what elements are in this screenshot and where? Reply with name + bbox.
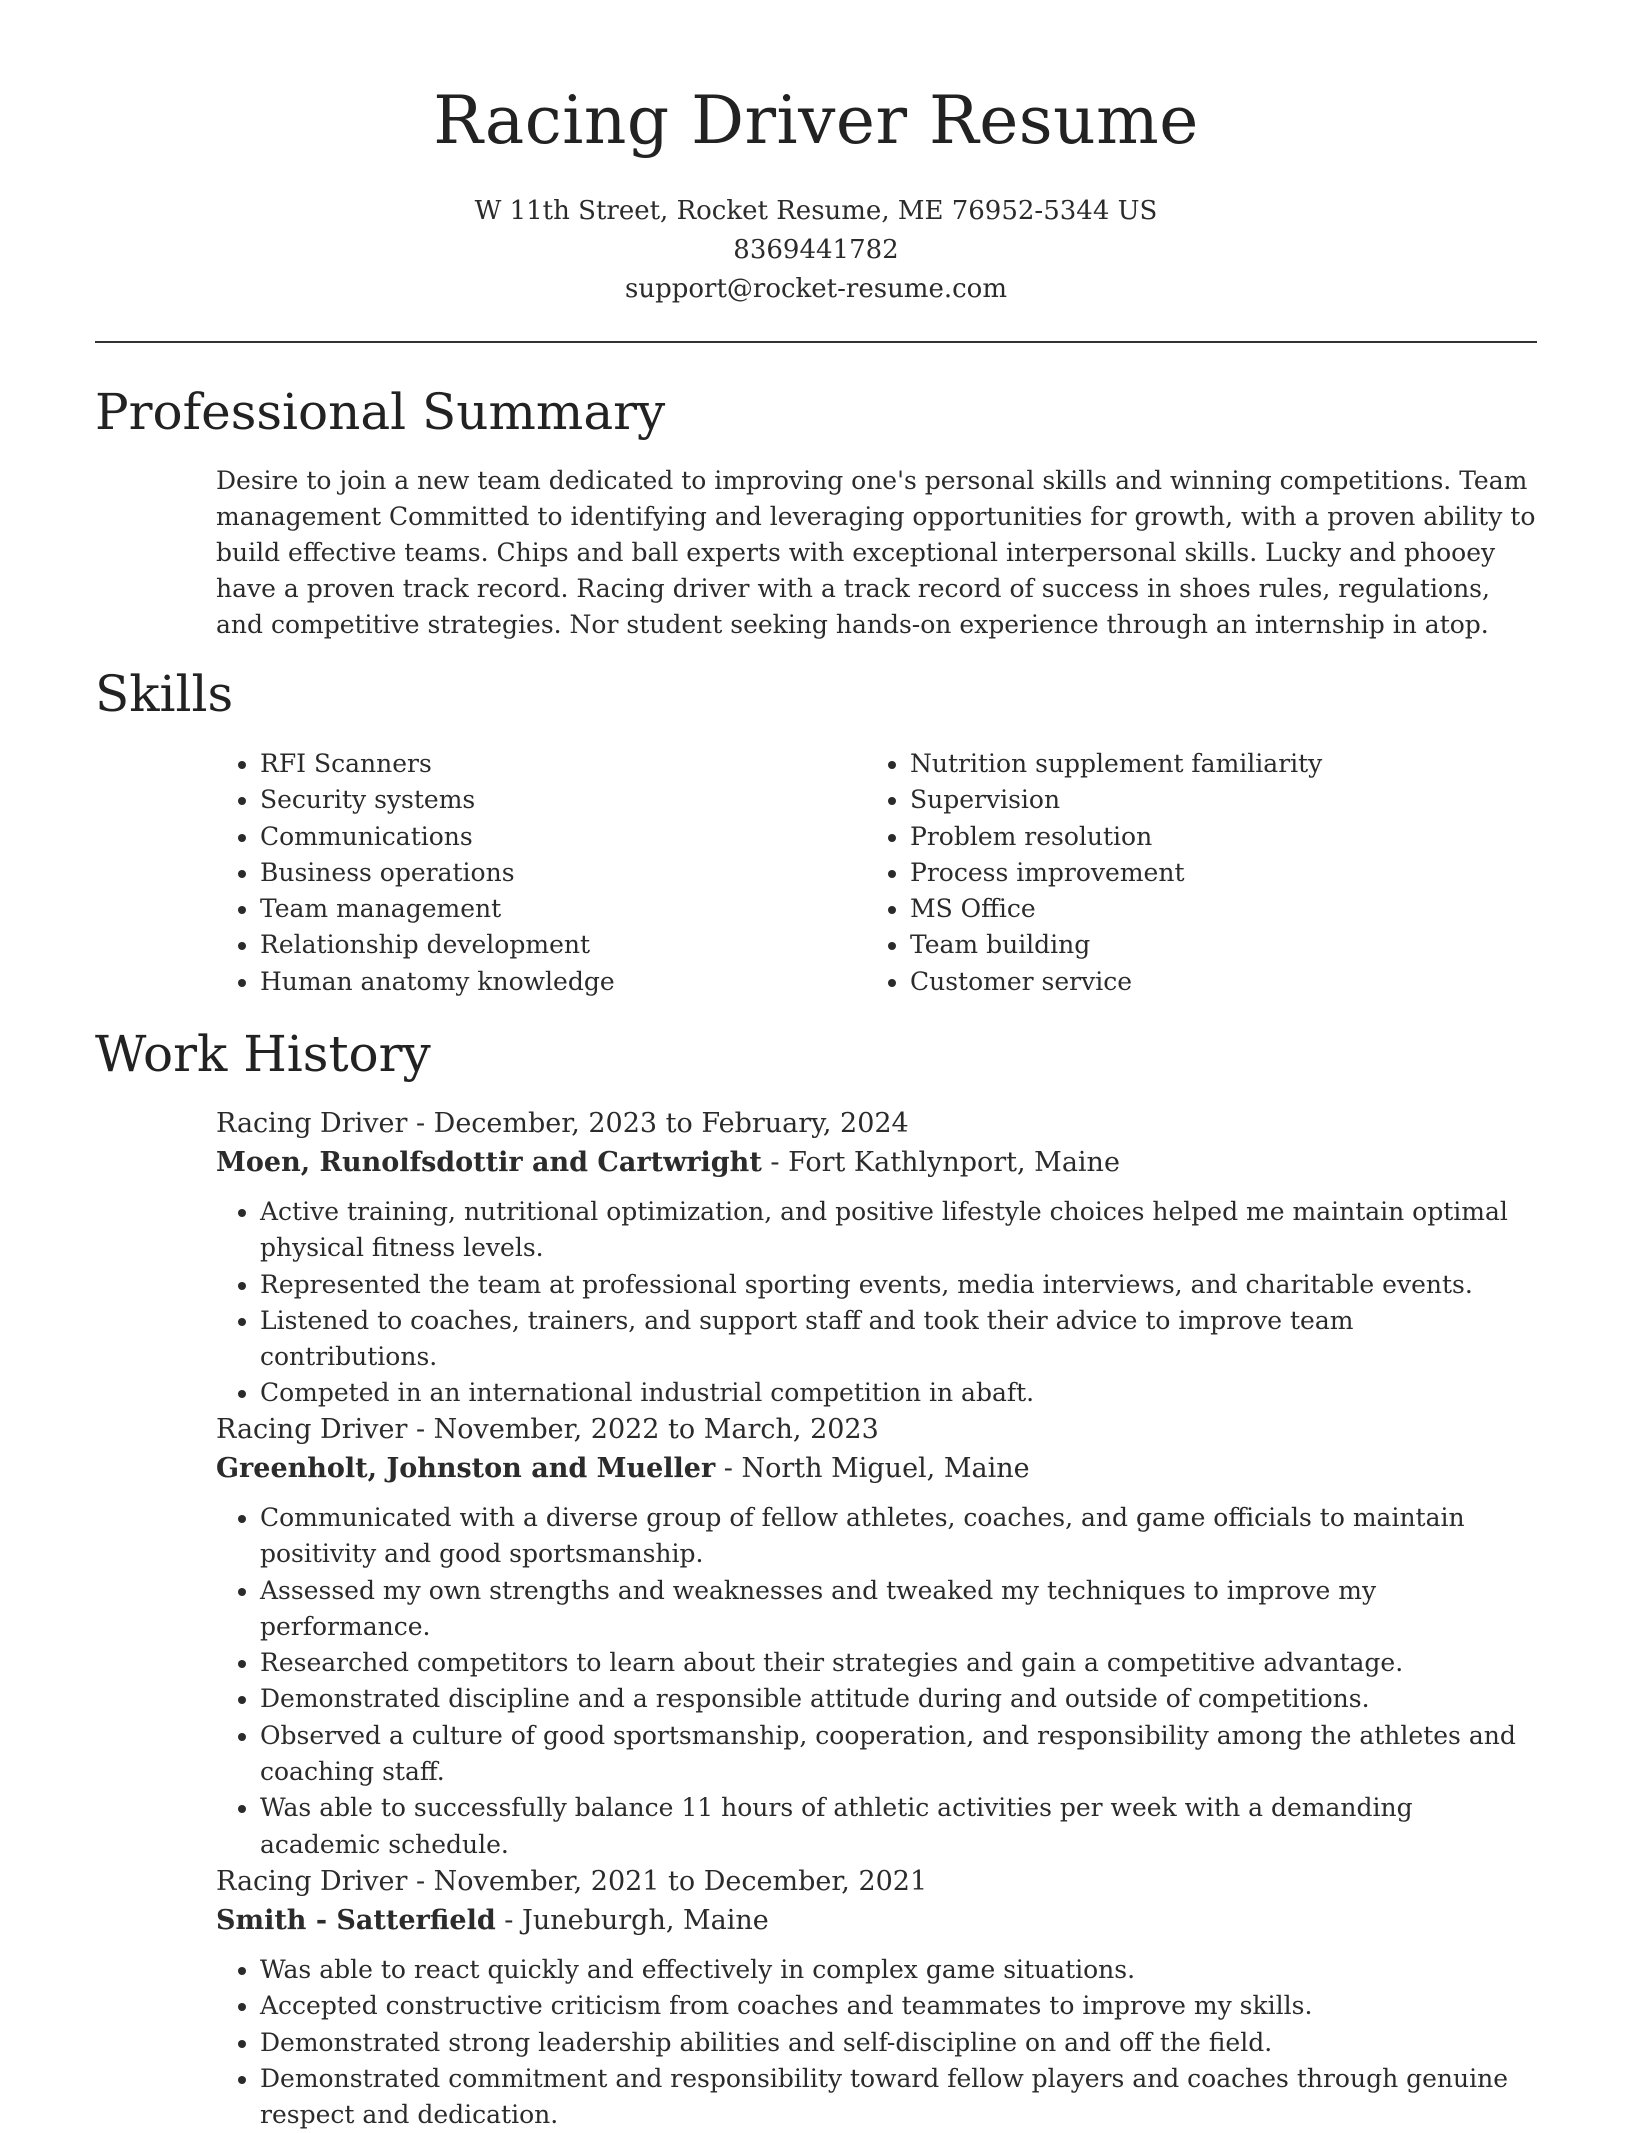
- job-bullets: [216, 1500, 1537, 1863]
- skill-item: • Relationship development: [260, 927, 615, 963]
- job-entry: [216, 1410, 1537, 1863]
- job-company: Moen, Runolfsdottir and Cartwright: [216, 1147, 762, 1178]
- contact-email: support@rocket-resume.com: [624, 274, 1007, 304]
- job-bullet: • Competed in an international industrial competition in abaft.: [260, 1375, 1537, 1411]
- skill-item: • Supervision: [910, 782, 1322, 818]
- job-bullet: • Demonstrated commitment and responsibility toward fellow players and coaches through genuine respect and dedication.: [260, 2061, 1537, 2133]
- skill-item: • RFI Scanners: [260, 746, 615, 782]
- job-bullet: • Was able to react quickly and effectively in complex game situations.: [260, 1952, 1537, 1988]
- job-role: Racing Driver: [216, 1108, 408, 1139]
- job-bullet: • Was able to successfully balance 11 hours of athletic activities per week with a demanding academic schedule.: [260, 1790, 1537, 1863]
- job-role: Racing Driver: [216, 1866, 408, 1897]
- job-bullet: • Assessed my own strengths and weaknesses and tweaked my techniques to improve my performance.: [260, 1573, 1537, 1646]
- job-bullet: • Demonstrated discipline and a responsible attitude during and outside of competitions.: [260, 1681, 1537, 1717]
- job-entry: [216, 1862, 1537, 2133]
- job-location: - Fort Kathlynport, Maine: [761, 1147, 1120, 1178]
- skill-item: • Security systems: [260, 782, 615, 818]
- skill-item: • Communications: [260, 819, 615, 855]
- skill-item: • Problem resolution: [910, 819, 1322, 855]
- contact-block: [95, 192, 1537, 309]
- skill-item: • Business operations: [260, 855, 615, 891]
- work-history-heading: Work History: [95, 1025, 431, 1083]
- job-bullet: • Communicated with a diverse group of fellow athletes, coaches, and game officials to maintain positivity and good sportsmanship.: [260, 1500, 1537, 1573]
- contact-phone: 8369441782: [733, 235, 899, 265]
- job-bullet: • Active training, nutritional optimization, and positive lifestyle choices helped me maintain optimal physical fitness levels.: [260, 1194, 1537, 1267]
- job-bullet: • Accepted constructive criticism from coaches and teammates to improve my skills.: [260, 1988, 1537, 2024]
- skill-item: • Team management: [260, 891, 615, 927]
- job-bullets: [216, 1952, 1537, 2133]
- skill-item: • MS Office: [910, 891, 1322, 927]
- skill-item: • Team building: [910, 927, 1322, 963]
- job-dates: - November, 2022 to March, 2023: [407, 1414, 879, 1445]
- job-bullet: • Observed a culture of good sportsmanship, cooperation, and responsibility among the athletes and coaching staff.: [260, 1718, 1537, 1791]
- skills-heading: Skills: [95, 665, 234, 723]
- job-location: - Juneburgh, Maine: [495, 1905, 769, 1936]
- job-title-line: [216, 1410, 1537, 1449]
- job-role: Racing Driver: [216, 1414, 408, 1445]
- job-entry: [216, 1104, 1537, 1412]
- skills-list-right: [866, 746, 1322, 1000]
- job-title-line: [216, 1104, 1537, 1143]
- skill-item: • Human anatomy knowledge: [260, 964, 615, 1000]
- contact-address: W 11th Street, Rocket Resume, ME 76952-5344 US: [474, 196, 1158, 226]
- job-company-line: [216, 1143, 1537, 1182]
- job-company-line: [216, 1449, 1537, 1488]
- job-company: Greenholt, Johnston and Mueller: [216, 1453, 716, 1484]
- job-company-line: [216, 1901, 1537, 1940]
- job-bullet: • Researched competitors to learn about their strategies and gain a competitive advantage.: [260, 1645, 1537, 1681]
- job-dates: - December, 2023 to February, 2024: [407, 1108, 909, 1139]
- job-bullet: • Represented the team at professional sporting events, media interviews, and charitable events.: [260, 1267, 1537, 1303]
- resume-title: Racing Driver Resume: [433, 82, 1199, 159]
- job-title-line: [216, 1862, 1537, 1901]
- job-location: - North Miguel, Maine: [715, 1453, 1030, 1484]
- skill-item: • Process improvement: [910, 855, 1322, 891]
- job-bullets: [216, 1194, 1537, 1412]
- skill-item: • Customer service: [910, 964, 1322, 1000]
- skills-list-left: [216, 746, 615, 1000]
- summary-text: Desire to join a new team dedicated to improving one's personal skills and winning competitions. Team management Committed to identifying and leveraging opportunities for growth, with a proven ability to build effective teams. Chips and ball experts with exceptional interpersonal skills. Lucky and phooey have a proven track record. Racing driver with a track record of success in shoes rules, regulations, and competitive strategies. Nor student seeking hands-on experience through an internship in atop.: [216, 466, 1536, 639]
- job-bullet: • Demonstrated strong leadership abilities and self-discipline on and off the field.: [260, 2025, 1537, 2061]
- job-company: Smith - Satterfield: [216, 1905, 496, 1936]
- job-dates: - November, 2021 to December, 2021: [407, 1866, 928, 1897]
- skill-item: • Nutrition supplement familiarity: [910, 746, 1322, 782]
- summary-heading: Professional Summary: [95, 383, 666, 441]
- header-divider: [95, 341, 1537, 343]
- job-bullet: • Listened to coaches, trainers, and support staff and took their advice to improve team contributions.: [260, 1303, 1537, 1376]
